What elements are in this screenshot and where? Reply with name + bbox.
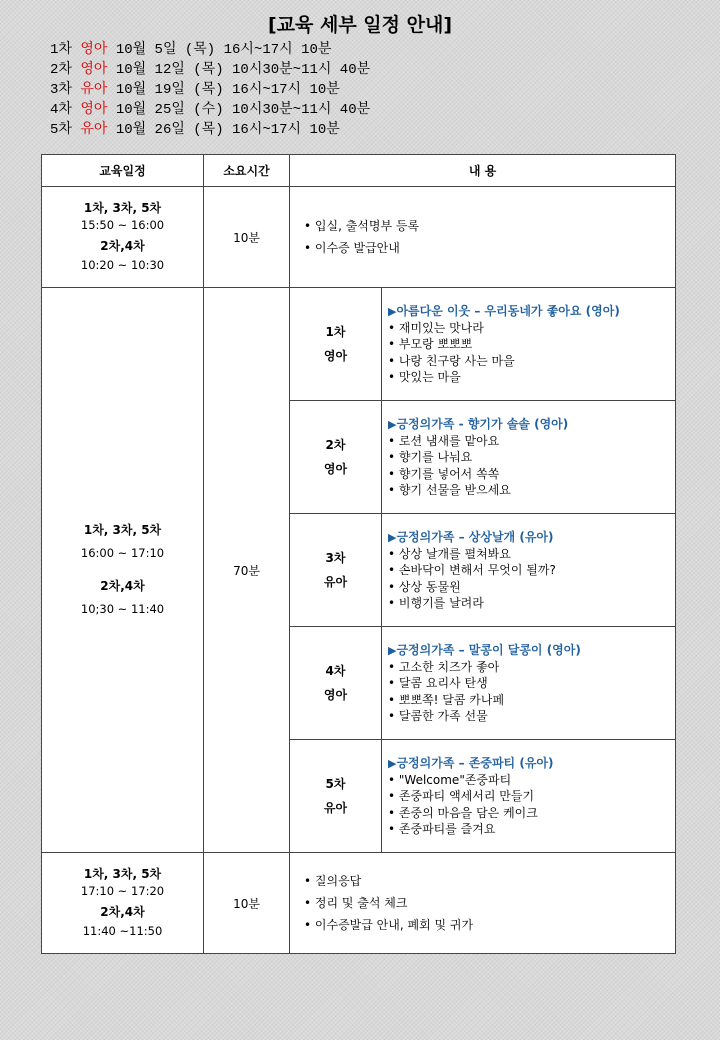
triangle-right-icon: ▶: [388, 417, 397, 431]
schedule-group: 영아: [80, 102, 108, 118]
session-content: [382, 401, 676, 514]
session-round: 2차: [325, 438, 346, 452]
list-item: • 이수증 발급안내: [304, 237, 675, 259]
session-title: [388, 303, 675, 320]
table-header-row: [42, 155, 676, 187]
main-schedule-cell: [42, 288, 204, 853]
closing-schedule-cell: [42, 853, 204, 954]
session-items: [388, 320, 675, 386]
intro-schedule-cell: [42, 187, 204, 288]
table-row: [42, 288, 676, 401]
main-group1: 1차, 3차, 5차: [83, 523, 162, 537]
session-title-text: 긍정의가족 – 존중파티 (유아): [396, 755, 554, 770]
triangle-right-icon: ▶: [388, 756, 397, 770]
session-group: 유아: [323, 801, 348, 815]
schedule-round: 3차: [50, 82, 72, 98]
schedule-line: [50, 80, 370, 100]
session-round: 5차: [325, 777, 346, 791]
schedule-line: [50, 40, 370, 60]
list-item: • "Welcome"존중파티: [388, 772, 675, 789]
schedule-group: 영아: [80, 42, 108, 58]
schedule-round: 1차: [50, 42, 72, 58]
list-item: • 손바닥이 변해서 무엇이 될까?: [388, 562, 675, 579]
intro-group2: 2차,4차: [100, 239, 145, 253]
intro-duration: 10분: [204, 187, 290, 288]
list-item: • 부모랑 뽀뽀뽀: [388, 336, 675, 353]
main-duration: 70분: [204, 288, 290, 853]
session-items: [388, 772, 675, 838]
session-content: [382, 514, 676, 627]
session-round: 3차: [325, 551, 346, 565]
schedule-date: 10월 12일 (목): [115, 62, 224, 78]
list-item: • 달콤한 가족 선물: [388, 708, 675, 725]
schedule-line: [50, 120, 370, 140]
list-item: • 정리 및 출석 체크: [304, 892, 675, 914]
intro-time2: 10:20 ~ 10:30: [80, 258, 165, 272]
schedule-round: 4차: [50, 102, 72, 118]
schedule-round: 5차: [50, 122, 72, 138]
session-label: [290, 514, 382, 627]
session-group: 유아: [323, 575, 348, 589]
header-content: 내 용: [290, 155, 676, 187]
list-item: • 고소한 치즈가 좋아: [388, 659, 675, 676]
list-item: • 이수증발급 안내, 폐회 및 귀가: [304, 914, 675, 936]
schedule-date: 10월 19일 (목): [115, 82, 224, 98]
session-content: [382, 627, 676, 740]
list-item: • 입실, 출석명부 등록: [304, 215, 675, 237]
schedule-group: 유아: [80, 122, 108, 138]
list-item: • 나랑 친구랑 사는 마을: [388, 353, 675, 370]
session-items: [388, 659, 675, 725]
schedule-group: 유아: [80, 82, 108, 98]
session-group: 영아: [323, 349, 348, 363]
list-item: • 맛있는 마을: [388, 369, 675, 386]
schedule-time: 16시~17시 10분: [223, 42, 332, 58]
session-round: 4차: [325, 664, 346, 678]
session-items: [388, 546, 675, 612]
closing-time1: 17:10 ~ 17:20: [80, 884, 165, 898]
closing-group1: 1차, 3차, 5차: [83, 867, 162, 881]
list-item: • 상상 날개를 펼쳐봐요: [388, 546, 675, 563]
header-schedule: 교육일정: [42, 155, 204, 187]
schedule-time: 10시30분~11시 40분: [232, 102, 371, 118]
list-item: • 향기를 나눠요: [388, 449, 675, 466]
session-group: 영아: [323, 688, 348, 702]
schedule-round: 2차: [50, 62, 72, 78]
list-item: • 존중의 마음을 담은 케이크: [388, 805, 675, 822]
session-label: [290, 401, 382, 514]
session-label: [290, 740, 382, 853]
session-title-text: 긍정의가족 – 말콩이 달콩이 (영아): [396, 642, 581, 657]
closing-time2: 11:40 ~11:50: [82, 924, 163, 938]
session-content: [382, 288, 676, 401]
main-time2: 10;30 ~ 11:40: [80, 602, 165, 616]
schedule-date: 10월 5일 (목): [115, 42, 216, 58]
table-row: [42, 187, 676, 288]
triangle-right-icon: ▶: [388, 304, 397, 318]
session-content: [382, 740, 676, 853]
header-duration: 소요시간: [204, 155, 290, 187]
schedule-time: 16시~17시 10분: [232, 82, 340, 98]
schedule-group: 영아: [80, 62, 108, 78]
list-item: • 달콤 요리사 탄생: [388, 675, 675, 692]
schedule-time: 10시30분~11시 40분: [232, 62, 371, 78]
session-title-text: 긍정의가족 – 상상날개 (유아): [396, 529, 554, 544]
closing-duration: 10분: [204, 853, 290, 954]
list-item: • 존중파티를 즐겨요: [388, 821, 675, 838]
intro-content: [290, 187, 676, 288]
table-row: [42, 853, 676, 954]
schedule-date: 10월 26일 (목): [115, 122, 224, 138]
schedule-line: [50, 60, 370, 80]
main-time1: 16:00 ~ 17:10: [80, 546, 165, 560]
list-item: • 향기 선물을 받으세요: [388, 482, 675, 499]
session-title: [388, 755, 675, 772]
session-title: [388, 529, 675, 546]
triangle-right-icon: ▶: [388, 530, 397, 544]
list-item: • 질의응답: [304, 870, 675, 892]
schedule-date: 10월 25일 (수): [115, 102, 224, 118]
list-item: • 비행기를 날려라: [388, 595, 675, 612]
session-title: [388, 416, 675, 433]
session-title-text: 긍정의가족 - 향기가 솔솔 (영아): [396, 416, 569, 431]
session-items: [388, 433, 675, 499]
schedule-line: [50, 100, 370, 120]
schedule-table: [41, 154, 676, 954]
list-item: • 뽀뽀쪽! 달콤 카나페: [388, 692, 675, 709]
closing-group2: 2차,4차: [100, 905, 145, 919]
session-group: 영아: [323, 462, 348, 476]
list-item: • 재미있는 맛나라: [388, 320, 675, 337]
closing-content: [290, 853, 676, 954]
schedule-list: [50, 40, 370, 140]
schedule-time: 16시~17시 10분: [232, 122, 340, 138]
list-item: • 상상 동물원: [388, 579, 675, 596]
main-group2: 2차,4차: [100, 579, 145, 593]
session-label: [290, 288, 382, 401]
list-item: • 존중파티 액세서리 만들기: [388, 788, 675, 805]
list-item: • 향기를 넣어서 쏙쏙: [388, 466, 675, 483]
page-title: [교육 세부 일정 안내]: [267, 14, 453, 36]
session-title: [388, 642, 675, 659]
triangle-right-icon: ▶: [388, 643, 397, 657]
session-title-text: 아름다운 이웃 – 우리동네가 좋아요 (영아): [396, 303, 620, 318]
session-round: 1차: [325, 325, 346, 339]
intro-group1: 1차, 3차, 5차: [83, 201, 162, 215]
list-item: • 로션 냄새를 맡아요: [388, 433, 675, 450]
intro-time1: 15:50 ~ 16:00: [80, 218, 165, 232]
session-label: [290, 627, 382, 740]
